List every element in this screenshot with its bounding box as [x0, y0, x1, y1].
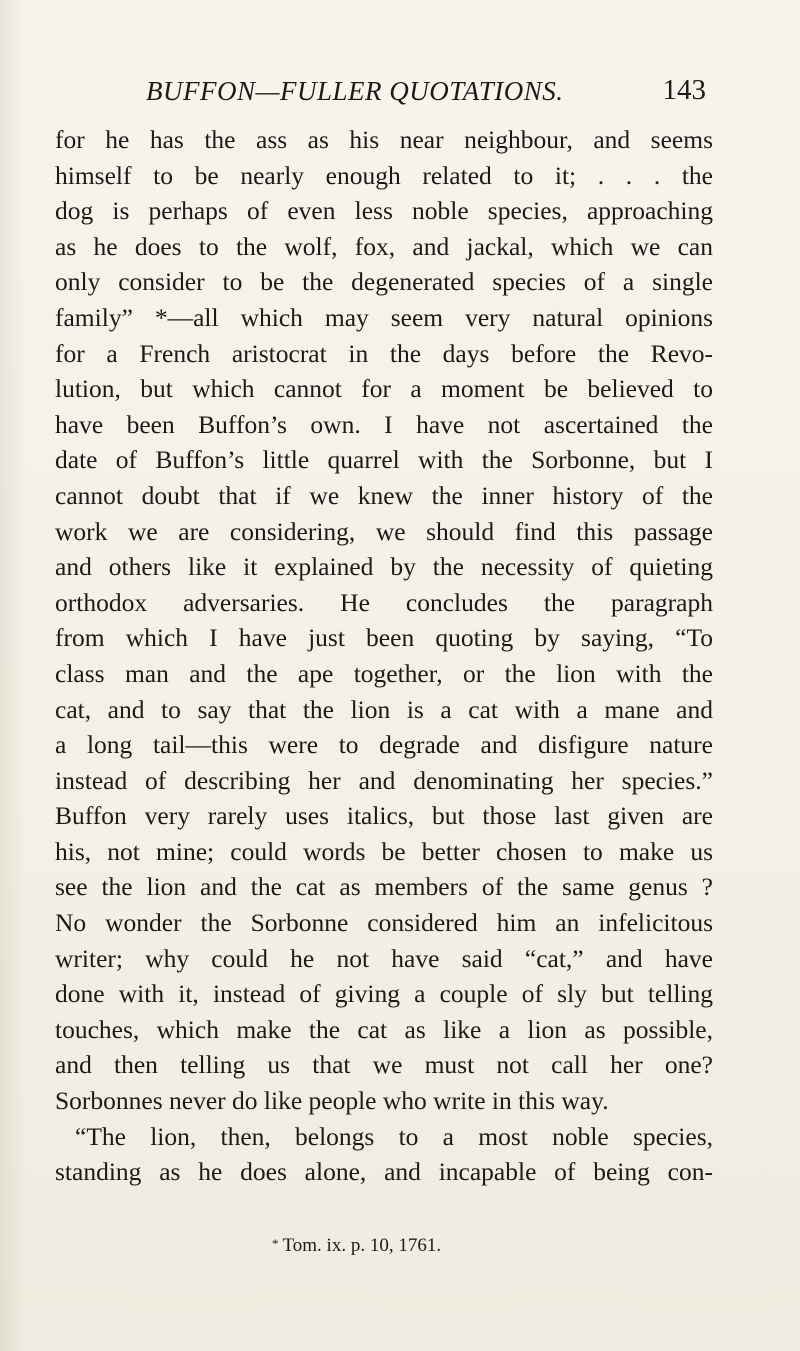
text-line: touches, which make the cat as like a lion as possible,: [55, 1014, 713, 1044]
text-line: himself to be nearly enough related to it; . . . the: [55, 160, 713, 190]
text-line: date of Buffon’s little quarrel with the Sorbonne, but I: [55, 445, 713, 475]
text-line: as he does to the wolf, fox, and jackal, which we can: [55, 231, 713, 261]
text-line: cannot doubt that if we knew the inner history of the: [55, 480, 713, 510]
text-line: class man and the ape together, or the lion with the: [55, 658, 713, 688]
text-line: and then telling us that we must not call her one?: [55, 1050, 713, 1080]
text-line: his, not mine; could words be better chosen to make us: [55, 836, 713, 866]
footnote-mark: *: [272, 1236, 279, 1251]
page-header: [146, 76, 706, 116]
text-line: work we are considering, we should find this passage: [55, 516, 713, 546]
text-line: lution, but which cannot for a moment be believed to: [55, 374, 713, 404]
text-line: only consider to be the degenerated species of a single: [55, 267, 713, 297]
footnote-text: Tom. ix. p. 10, 1761.: [282, 1235, 442, 1256]
text-line: writer; why could he not have said “cat,” and have: [55, 943, 713, 973]
text-line: No wonder the Sorbonne considered him an infelicitous: [55, 908, 713, 938]
text-line: cat, and to say that the lion is a cat with a mane and: [55, 694, 713, 724]
page-gutter-shadow: [0, 0, 26, 1351]
text-line: for a French aristocrat in the days before the Revo-: [55, 338, 713, 368]
page-number: 143: [662, 74, 706, 106]
text-line: from which I have just been quoting by saying, “To: [55, 623, 713, 653]
text-line: Sorbonnes never do like people who write in this way.: [55, 1086, 609, 1116]
text-line: see the lion and the cat as members of the same genus ?: [55, 872, 713, 902]
footnote: [272, 1235, 441, 1257]
text-line: orthodox adversaries. He concludes the paragraph: [55, 587, 713, 617]
text-line: Buffon very rarely uses italics, but those last given are: [55, 801, 713, 831]
text-line: “The lion, then, belongs to a most noble species,: [75, 1121, 713, 1151]
text-line: instead of describing her and denominating her species.”: [55, 765, 713, 795]
running-head: BUFFON—FULLER QUOTATIONS.: [146, 76, 564, 106]
text-line: done with it, instead of giving a couple of sly but telling: [55, 979, 713, 1009]
text-line: dog is perhaps of even less noble species, approaching: [55, 196, 713, 226]
body-text: [55, 122, 713, 1190]
text-line: for he has the ass as his near neighbour, and seems: [55, 125, 713, 154]
text-line: standing as he does alone, and incapable of being con-: [55, 1157, 713, 1187]
text-line: and others like it explained by the necessity of quieting: [55, 552, 713, 582]
text-line: have been Buffon’s own. I have not ascertained the: [55, 409, 713, 439]
text-line: a long tail—this were to degrade and disfigure nature: [55, 730, 713, 760]
text-line: family” *—all which may seem very natural opinions: [55, 302, 713, 332]
